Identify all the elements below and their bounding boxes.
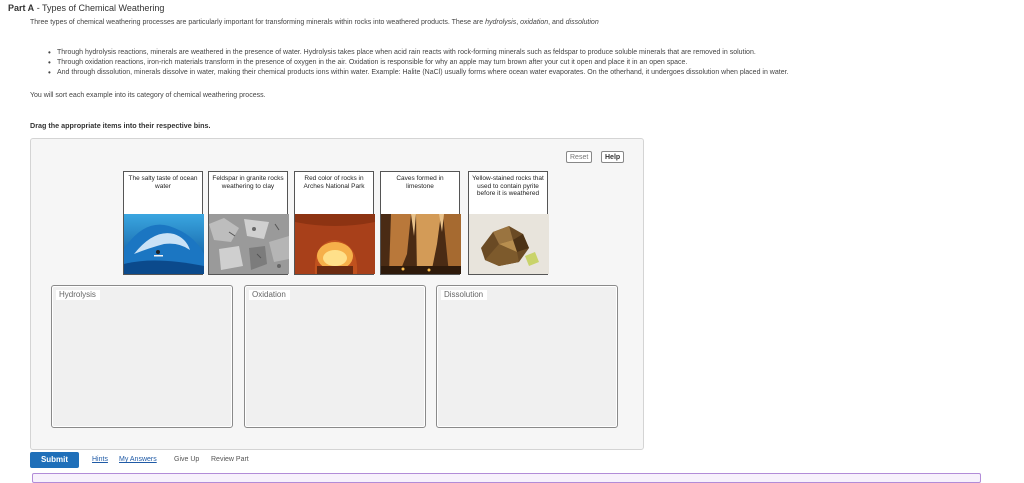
sort-instruction: You will sort each example into its category of chemical weathering process. xyxy=(30,92,266,99)
pyrite-rock-image xyxy=(469,214,549,274)
drag-drop-board xyxy=(30,138,644,450)
process-bullet-list xyxy=(57,48,789,78)
hints-link[interactable]: Hints xyxy=(92,456,108,463)
bullet-oxidation: • Through oxidation reactions, iron-rich materials transform in the presence of oxygen in the air. Oxidation is responsible for why an apple may turn brown after your cut it open and place it in an open space. xyxy=(57,58,789,68)
give-up-link[interactable]: Give Up xyxy=(174,456,200,463)
review-part-link[interactable]: Review Part xyxy=(211,456,249,463)
help-button[interactable]: Help xyxy=(601,151,624,163)
card-salty-ocean[interactable] xyxy=(123,171,203,275)
card-label: Red color of rocks in Arches National Park xyxy=(303,175,365,190)
bullet-dissolution: • And through dissolution, minerals dissolve in water, making their chemical products ions within water. Example: Halite (NaCl) usually forms where ocean water evaporates. On the otherhand, it undergoes dissolution when placed in water. xyxy=(57,68,789,78)
intro-lead: Three types of chemical weathering processes are particularly important for transforming minerals within rocks into weathered products. These are xyxy=(30,19,486,26)
my-answers-link[interactable]: My Answers xyxy=(119,456,157,463)
ocean-wave-surfer-image xyxy=(124,214,204,274)
part-prefix: Part A xyxy=(8,3,35,13)
granite-closeup-image xyxy=(209,214,289,274)
submit-button[interactable]: Submit xyxy=(30,452,79,468)
card-label: Caves formed in limestone xyxy=(396,175,444,190)
intro-sep: , xyxy=(516,19,521,26)
bin-dissolution[interactable] xyxy=(436,285,618,428)
reset-button[interactable]: Reset xyxy=(566,151,592,163)
bin-label: Hydrolysis xyxy=(56,290,100,300)
limestone-cave-image xyxy=(381,214,461,274)
intro-term-hydrolysis: hydrolysis xyxy=(485,19,517,26)
card-label: The salty taste of ocean water xyxy=(128,175,198,190)
bin-hydrolysis[interactable] xyxy=(51,285,233,428)
bin-label: Oxidation xyxy=(249,290,290,300)
card-label: Yellow-stained rocks that used to contain pyrite before it is weathered xyxy=(472,175,544,197)
drag-instruction: Drag the appropriate items into their respective bins. xyxy=(30,121,211,130)
card-feldspar-granite[interactable] xyxy=(208,171,288,275)
intro-text xyxy=(30,19,599,26)
part-title-text: Types of Chemical Weathering xyxy=(42,3,165,13)
bin-oxidation[interactable] xyxy=(244,285,426,428)
part-separator: - xyxy=(34,3,43,13)
intro-sep: , and xyxy=(548,19,566,26)
card-label: Feldspar in granite rocks weathering to clay xyxy=(212,175,284,190)
card-red-rocks-arches[interactable] xyxy=(294,171,374,275)
card-limestone-caves[interactable] xyxy=(380,171,460,275)
red-rock-arch-image xyxy=(295,214,375,274)
next-part-panel xyxy=(32,473,981,483)
part-title xyxy=(8,3,164,13)
bin-label: Dissolution xyxy=(441,290,487,300)
intro-term-dissolution: dissolution xyxy=(565,19,599,26)
bullet-hydrolysis: • Through hydrolysis reactions, minerals are weathered in the presence of water. Hydrolysis takes place when acid rain reacts with rock-forming minerals such as feldspar to produce soluble minerals that are removed in solution. xyxy=(57,48,789,58)
card-pyrite-rocks[interactable] xyxy=(468,171,548,275)
intro-term-oxidation: oxidation xyxy=(520,19,549,26)
